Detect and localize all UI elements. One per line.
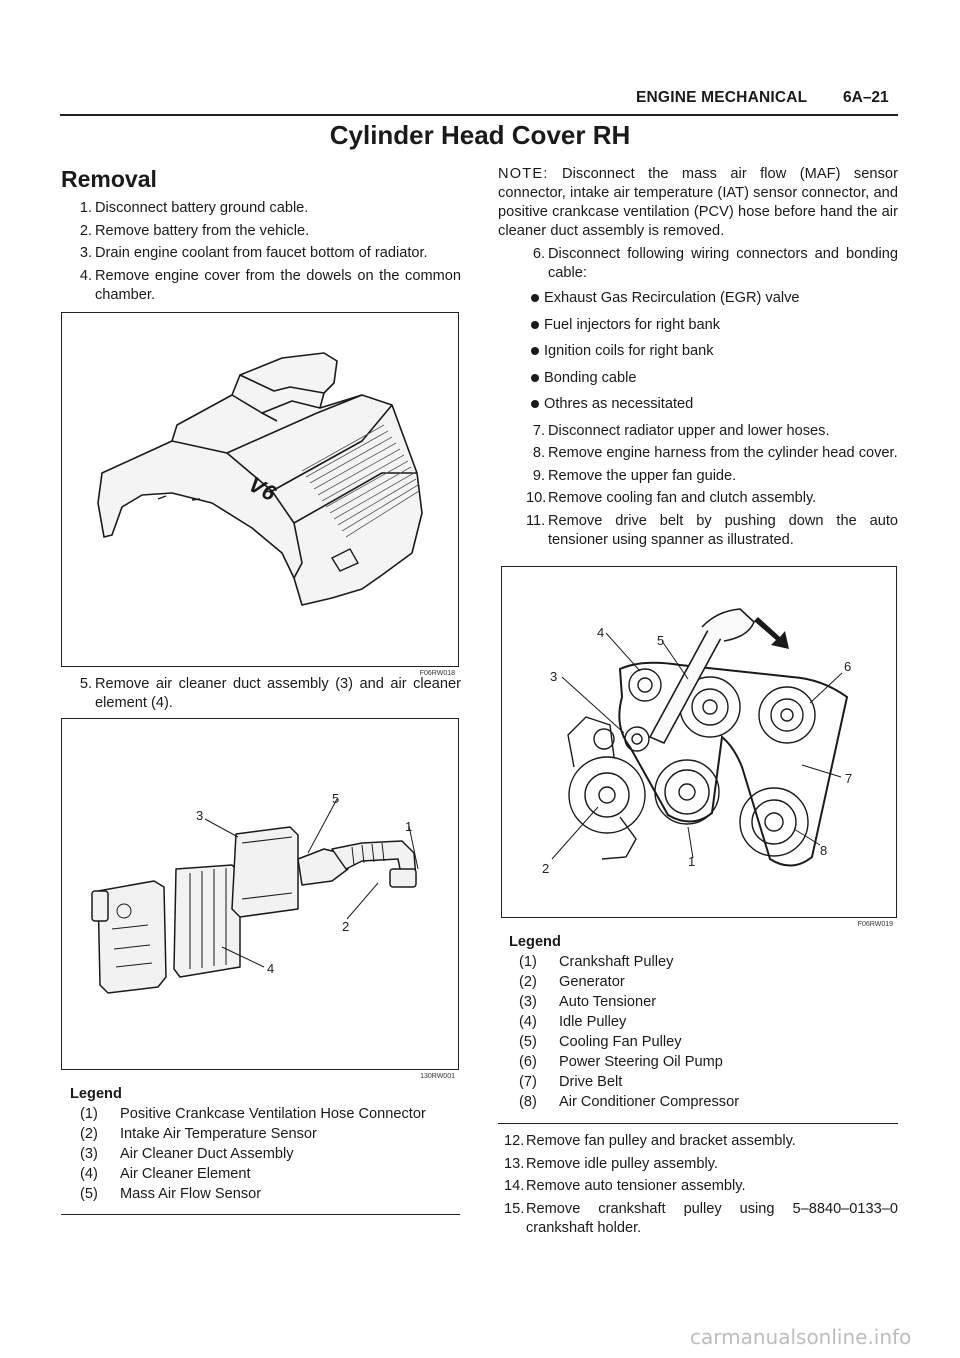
callout-3: 3	[550, 669, 558, 684]
callout-5: 5	[657, 633, 665, 648]
legend-item: (7) Drive Belt	[519, 1074, 623, 1090]
bullet-item: Bonding cable	[498, 369, 898, 388]
step-9: 9. Remove the upper fan guide.	[532, 467, 737, 484]
figure-code: 130RW001	[420, 1073, 455, 1080]
callout-8: 8	[820, 843, 828, 858]
bullet-item: Exhaust Gas Recirculation (EGR) valve	[498, 289, 898, 308]
legend-item: (8) Air Conditioner Compressor	[519, 1094, 740, 1110]
callout-4: 4	[597, 625, 605, 640]
page-number: 6A–21	[843, 89, 889, 106]
step-15: 15. Remove crankshaft pulley using 5–8840–0133–0 crankshaft holder.	[504, 1200, 898, 1236]
legend-air-cleaner	[70, 1084, 426, 1204]
legend-drive-belt	[509, 932, 739, 1112]
legend-item: (5) Cooling Fan Pulley	[519, 1034, 682, 1050]
callout-7: 7	[845, 771, 853, 786]
callout-6: 6	[844, 659, 852, 674]
legend-item: (3) Auto Tensioner	[519, 994, 657, 1010]
running-header-section: ENGINE MECHANICAL	[636, 89, 808, 106]
final-steps	[498, 1132, 898, 1241]
figure-code: F06RW018	[419, 670, 455, 677]
legend-item: (6) Power Steering Oil Pump	[519, 1054, 723, 1070]
step-12: 12. Remove fan pulley and bracket assembly.	[504, 1133, 796, 1149]
removal-heading: Removal	[61, 166, 157, 192]
callout-5: 5	[332, 791, 340, 806]
bullet-list	[498, 289, 898, 414]
figure-engine-cover	[61, 312, 459, 677]
step-11: 11. Remove drive belt by pushing down the auto tensioner using spanner as illustrated.	[526, 512, 898, 548]
legend-item: (4) Air Cleaner Element	[80, 1166, 251, 1182]
figure-code: F06RW019	[857, 921, 893, 928]
legend-item: (2) Intake Air Temperature Sensor	[80, 1126, 317, 1142]
callout-2: 2	[542, 861, 550, 876]
air-cleaner-illustration	[62, 719, 458, 1069]
callout-1: 1	[688, 854, 696, 869]
bullet-item: Fuel injectors for right bank	[498, 316, 898, 335]
watermark: carmanualsonline.info	[690, 1325, 912, 1349]
legend-rule	[61, 1214, 460, 1215]
legend-rule	[498, 1123, 898, 1124]
figure-drive-belt	[501, 566, 897, 928]
callout-1: 1	[405, 819, 413, 834]
legend-item: (1) Positive Crankcase Ventilation Hose Connector	[80, 1106, 426, 1122]
step-13: 13. Remove idle pulley assembly.	[504, 1155, 718, 1172]
step-8: 8. Remove engine harness from the cylinder head cover.	[532, 445, 898, 461]
header-rule	[60, 114, 898, 116]
step-6: 6. Disconnect following wiring connectors and bonding cable:	[532, 246, 898, 281]
v6-badge: V6	[244, 471, 281, 507]
step-4: 4. Remove engine cover from the dowels on the common chamber.	[79, 267, 461, 303]
figure-air-cleaner	[61, 718, 459, 1080]
page-title: Cylinder Head Cover RH	[329, 120, 631, 150]
legend-item: (3) Air Cleaner Duct Assembly	[80, 1146, 294, 1162]
step-1: 1. Disconnect battery ground cable.	[79, 200, 309, 216]
legend-title: Legend	[509, 934, 561, 950]
step-2: 2. Remove battery from the vehicle.	[79, 222, 310, 239]
step-3: 3. Drain engine coolant from faucet bottom of radiator.	[79, 245, 428, 261]
callout-3: 3	[196, 808, 204, 823]
step-5-block	[73, 675, 461, 717]
callout-2: 2	[342, 919, 350, 934]
right-column-text	[498, 165, 898, 553]
legend-title: Legend	[70, 1086, 122, 1102]
step-10: 10. Remove cooling fan and clutch assembly.	[526, 490, 817, 506]
left-steps	[73, 199, 461, 308]
step-7: 7. Disconnect radiator upper and lower hoses.	[532, 422, 830, 439]
step-5: 5. Remove air cleaner duct assembly (3) and air cleaner element (4).	[79, 676, 461, 711]
callout-4: 4	[267, 961, 275, 976]
bullet-item: Othres as necessitated	[498, 395, 898, 414]
legend-item: (1) Crankshaft Pulley	[519, 954, 674, 970]
step-14: 14. Remove auto tensioner assembly.	[504, 1178, 746, 1194]
bullet-item: Ignition coils for right bank	[498, 342, 898, 361]
legend-item: (2) Generator	[519, 974, 625, 990]
engine-cover-illustration	[62, 313, 458, 666]
drive-belt-illustration	[502, 567, 896, 917]
legend-item: (4) Idle Pulley	[519, 1014, 627, 1030]
note: NOTE: Disconnect the mass air flow (MAF) sensor connector, intake air temperature (IAT) sensor connector, and positive crankcase ventilation (PCV) hose before hand the air cleaner duct assembly is removed.	[498, 166, 898, 239]
legend-item: (5) Mass Air Flow Sensor	[80, 1186, 262, 1202]
